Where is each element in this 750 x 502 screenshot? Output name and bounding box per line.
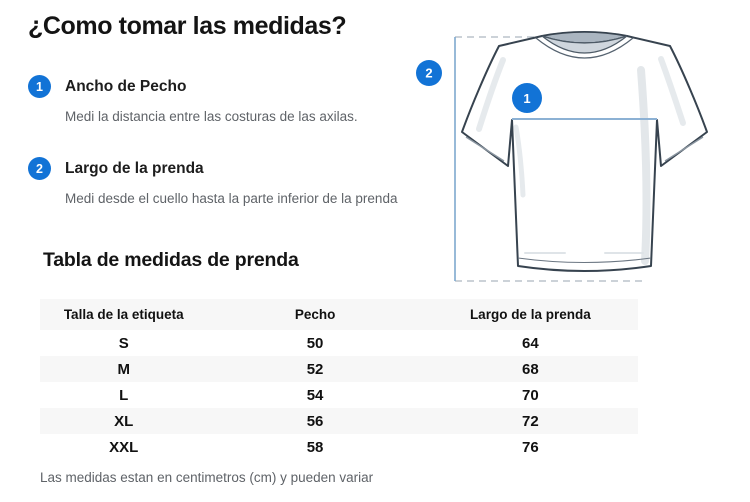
step-2-description: Medi desde el cuello hasta la parte inferior de la prenda (65, 191, 398, 206)
measurement-disclaimer: Las medidas estan en centimetros (cm) y pueden variar (40, 470, 374, 485)
step-1-text (65, 75, 358, 127)
cell-length: 68 (521, 360, 539, 378)
cell-chest: 58 (306, 438, 324, 456)
size-table-header-row (40, 299, 638, 330)
measure-step-chest (28, 75, 428, 127)
cell-length: 70 (521, 386, 539, 404)
step-1-badge: 1 (28, 75, 51, 98)
cell-size: L (119, 386, 129, 404)
size-table-title: Tabla de medidas de prenda (43, 249, 299, 271)
column-header-chest: Pecho (294, 307, 336, 322)
cell-size: XL (114, 412, 134, 430)
size-table (40, 299, 638, 460)
cell-chest: 52 (306, 360, 324, 378)
table-row (40, 356, 638, 382)
step-1-title: Ancho de Pecho (65, 78, 187, 95)
table-row (40, 330, 638, 356)
cell-size: M (117, 360, 130, 378)
marker-chest (512, 83, 542, 113)
table-row (40, 434, 638, 460)
step-2-text (65, 157, 397, 209)
cell-size: S (118, 334, 129, 352)
marker-length (416, 60, 442, 86)
cell-length: 64 (521, 334, 539, 352)
table-row (40, 408, 638, 434)
column-header-length: Largo de la prenda (469, 307, 591, 322)
tshirt-measurement-diagram (415, 15, 745, 300)
table-row (40, 382, 638, 408)
marker-2-label: 2 (425, 65, 433, 81)
cell-chest: 50 (306, 334, 324, 352)
step-2-title: Largo de la prenda (65, 160, 204, 177)
column-header-size: Talla de la etiqueta (63, 307, 184, 322)
page-title: ¿Como tomar las medidas? (28, 12, 347, 40)
cell-length: 76 (521, 438, 539, 456)
step-2-badge: 2 (28, 157, 51, 180)
cell-chest: 56 (306, 412, 324, 430)
cell-chest: 54 (306, 386, 324, 404)
cell-length: 72 (521, 412, 539, 430)
measure-step-length (28, 157, 428, 209)
step-1-description: Medi la distancia entre las costuras de las axilas. (65, 109, 358, 124)
tshirt-illustration (462, 32, 707, 271)
marker-1-label: 1 (523, 91, 531, 106)
cell-size: XXL (109, 438, 139, 456)
